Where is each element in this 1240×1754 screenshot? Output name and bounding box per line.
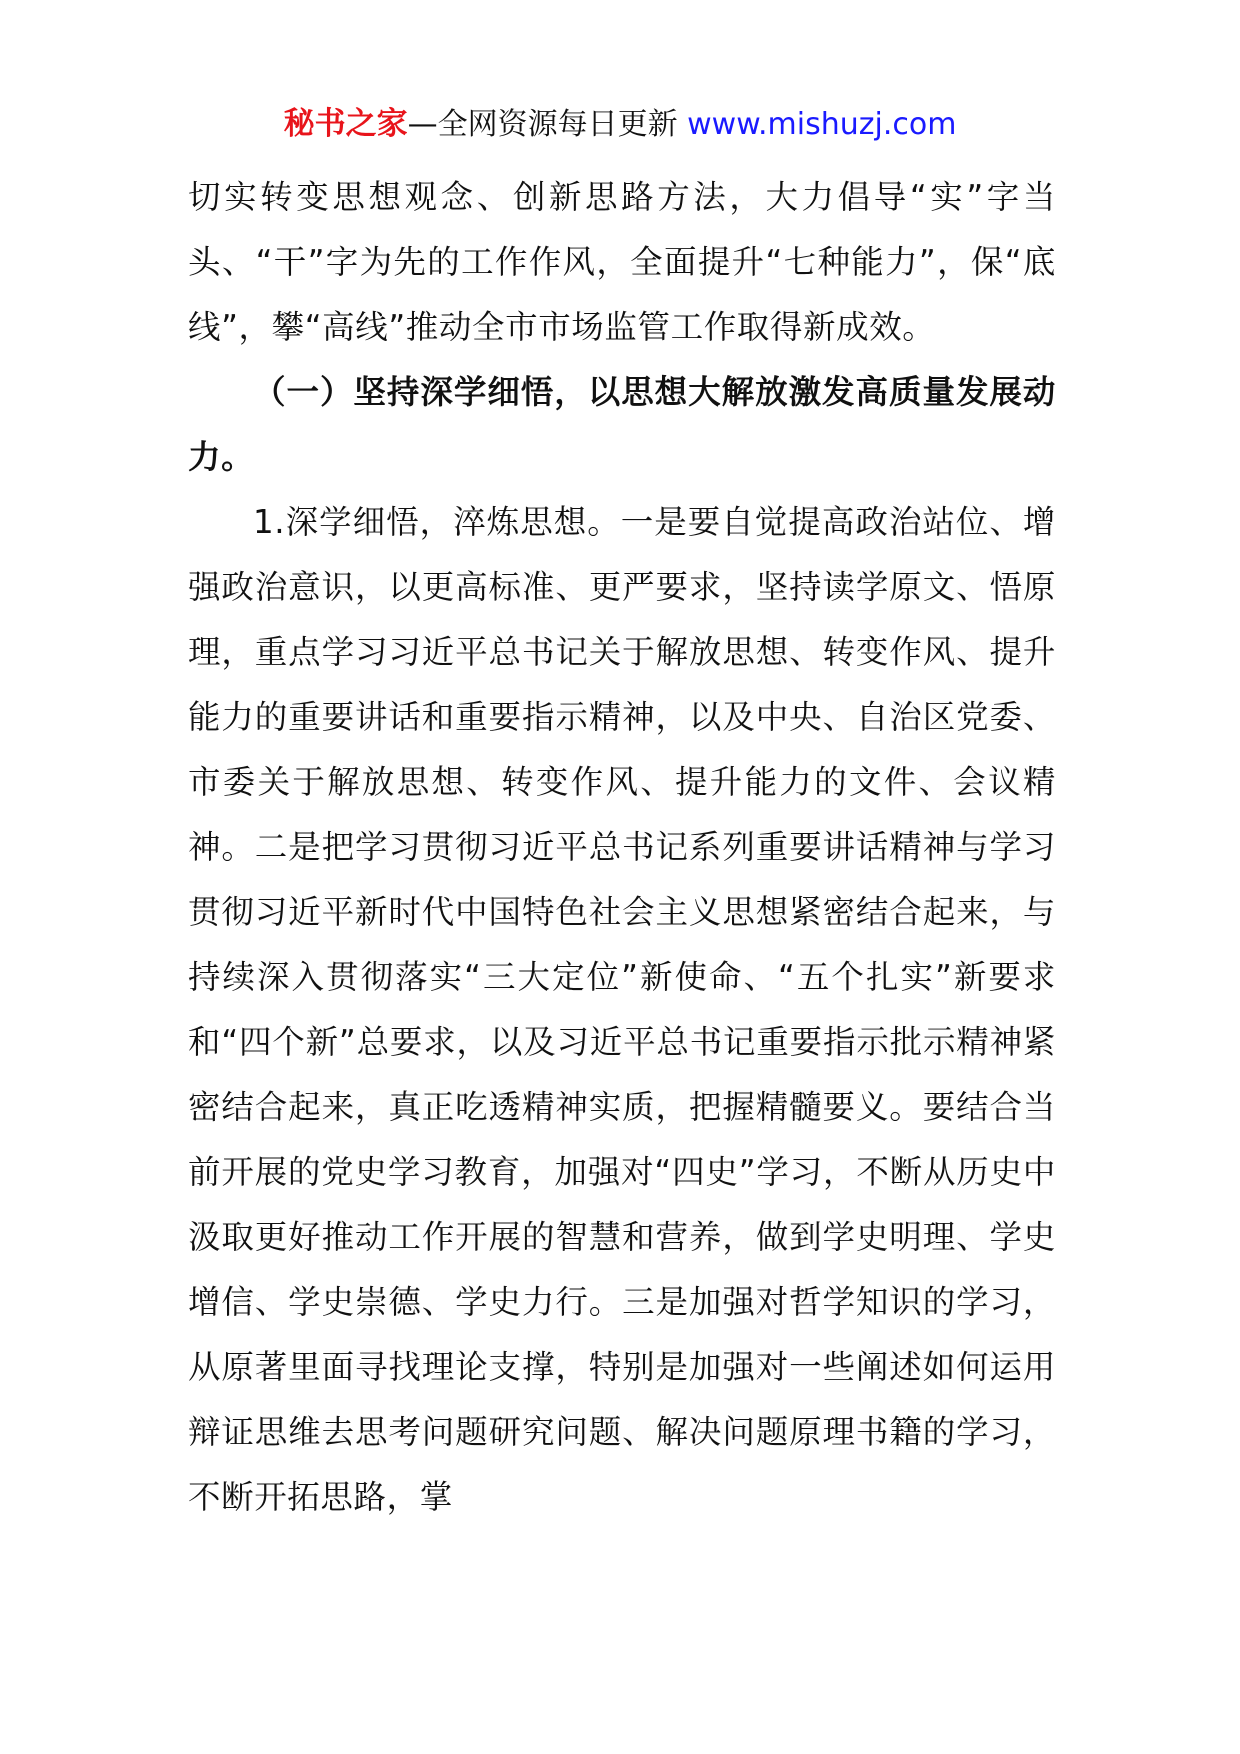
header-tagline: —全网资源每日更新 — [407, 107, 688, 142]
section-heading: （一）坚持深学细悟，以思想大解放激发高质量发展动力。 — [188, 373, 1056, 476]
document-header — [0, 104, 1240, 145]
paragraph-continuation: 切实转变思想观念、创新思路方法，大力倡导“实”字当头、“干”字为先的工作作风，全面提升“七种能力”，保“底线”，攀“高线”推动全市市场监管工作取得新成效。 — [188, 178, 1056, 346]
document-body — [188, 165, 1056, 1530]
paragraph-deep-study: 1.深学细悟，淬炼思想。一是要自觉提高政治站位、增强政治意识，以更高标准、更严要求，坚持读学原文、悟原理，重点学习习近平总书记关于解放思想、转变作风、提升能力的重要讲话和重要指示精神，以及中央、自治区党委、市委关于解放思想、转变作风、提升能力的文件、会议精神。二是把学习贯彻习近平总书记系列重要讲话精神与学习贯彻习近平新时代中国特色社会主义思想紧密结合起来，与持续深入贯彻落实“三大定位”新使命、“五个扎实”新要求和“四个新”总要求，以及习近平总书记重要指示批示精神紧密结合起来，真正吃透精神实质，把握精髓要义。要结合当前开展的党史学习教育，加强对“四史”学习，不断从历史中汲取更好推动工作开展的智慧和营养，做到学史明理、学史增信、学史崇德、学史力行。三是加强对哲学知识的学习，从原著里面寻找理论支撑，特别是加强对一些阐述如何运用辩证思维去思考问题研究问题、解决问题原理书籍的学习，不断开拓思路，掌 — [188, 503, 1056, 1516]
brand-name: 秘书之家 — [283, 106, 408, 142]
site-url-link[interactable]: www.mishuzj.com — [687, 107, 957, 142]
